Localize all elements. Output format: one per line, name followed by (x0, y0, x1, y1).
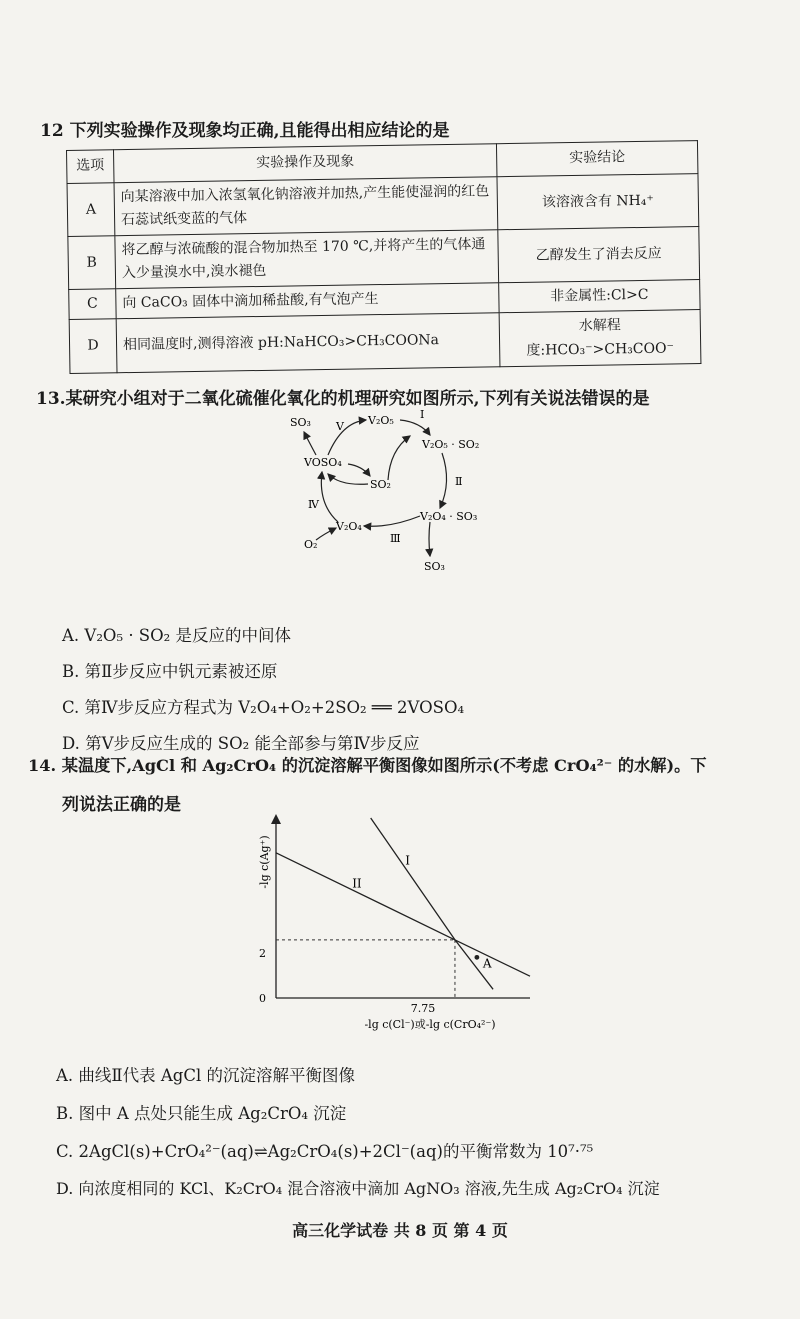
q14-option-a: A. 曲线Ⅱ代表 AgCl 的沉淀溶解平衡图像 (56, 1066, 355, 1085)
label-step-i: I (420, 408, 425, 421)
row-operation: 将乙醇与浓硫酸的混合物加热至 170 ℃,并将产生的气体通入少量溴水中,溴水褪色 (115, 230, 499, 289)
row-option: A (67, 183, 115, 237)
arrow-step-iii (364, 516, 420, 526)
arrow-so2-into-i (388, 436, 410, 480)
series-label-I: I (405, 853, 411, 868)
label-v2o5: V₂O₅ (368, 414, 394, 427)
point-a-marker (474, 955, 479, 960)
q13-option-b: B. 第Ⅱ步反应中钒元素被还原 (62, 662, 278, 681)
q14-option-b: B. 图中 A 点处只能生成 Ag₂CrO₄ 沉淀 (56, 1104, 347, 1123)
label-step-iv: Ⅳ (308, 498, 319, 511)
q13-option-d: D. 第Ⅴ步反应生成的 SO₂ 能全部参与第Ⅳ步反应 (62, 734, 420, 753)
row-operation: 向某溶液中加入浓氢氧化钠溶液并加热,产生能使湿润的红色石蕊试纸变蓝的气体 (114, 177, 498, 236)
y-tick-0: 0 (259, 992, 266, 1005)
y-axis-arrow (271, 814, 281, 824)
y-tick-2: 2 (259, 947, 266, 960)
label-so3-bottom: SO₃ (424, 560, 445, 573)
arrow-voso4-to-v2o5 (328, 420, 366, 455)
row-conclusion: 水解程度:HCO₃⁻>CH₃COO⁻ (499, 310, 701, 366)
label-v2o5-so2: V₂O₅ · SO₂ (422, 438, 480, 451)
q14-option-d: D. 向浓度相同的 KCl、K₂CrO₄ 混合溶液中滴加 AgNO₃ 溶液,先生成 Ag₂CrO₄ 沉淀 (56, 1179, 660, 1198)
catalytic-cycle-diagram (280, 400, 520, 580)
arrow-to-so3-top (304, 432, 316, 455)
label-step-v: V (336, 420, 344, 433)
label-so2: SO₂ (370, 478, 391, 491)
label-v2o4: V₂O₄ (336, 520, 362, 533)
arrow-voso4-to-so2 (348, 464, 370, 476)
row-conclusion: 非金属性:Cl>C (499, 280, 700, 313)
q12-title: 12 下列实验操作及现象均正确,且能得出相应结论的是 (40, 121, 450, 141)
q14-title-line2: 列说法正确的是 (62, 795, 181, 815)
q12-table (66, 140, 701, 374)
series-line-I (371, 818, 493, 989)
label-o2: O₂ (304, 538, 318, 551)
arrow-o2-in (316, 528, 336, 540)
label-v2o4-so3: V₂O₄ · SO₃ (420, 510, 478, 523)
q13-option-a: A. V₂O₅ · SO₂ 是反应的中间体 (62, 626, 292, 645)
row-option: C (69, 289, 116, 320)
table-row (68, 227, 700, 290)
table-row (69, 310, 701, 373)
q13-option-c: C. 第Ⅳ步反应方程式为 V₂O₄+O₂+2SO₂ ══ 2VOSO₄ (62, 698, 465, 717)
label-voso4: VOSO₄ (304, 456, 342, 469)
q14-title-line1: 14. 某温度下,AgCl 和 Ag₂CrO₄ 的沉淀溶解平衡图像如图所示(不考虑 CrO₄²⁻ 的水解)。下 (28, 756, 707, 775)
q12-header-conclusion: 实验结论 (496, 141, 697, 177)
q13-title: 13.某研究小组对于二氧化硫催化氧化的机理研究如图所示,下列有关说法错误的是 (36, 389, 650, 409)
table-row (67, 174, 699, 237)
row-operation: 相同温度时,测得溶液 pH:NaHCO₃>CH₃COONa (116, 313, 500, 372)
x-axis-label: -lg c(Cl⁻)或-lg c(CrO₄²⁻) (364, 1018, 496, 1031)
row-conclusion: 该溶液含有 NH₄⁺ (497, 174, 699, 230)
row-conclusion: 乙醇发生了消去反应 (498, 227, 700, 283)
label-step-ii: Ⅱ (455, 475, 463, 488)
page-footer: 高三化学试卷 共 8 页 第 4 页 (292, 1221, 508, 1240)
x-tick-7-75: 7.75 (410, 1002, 436, 1015)
arrow-v2o5-to-adduct (400, 420, 430, 435)
q12-header-option: 选项 (67, 150, 115, 184)
solubility-chart (240, 810, 540, 1040)
row-option: D (69, 319, 117, 373)
q12-header-operation: 实验操作及现象 (114, 144, 497, 183)
arrow-so2-in-iv (328, 474, 368, 484)
label-so3-top: SO₃ (290, 416, 311, 429)
row-option: B (68, 236, 116, 290)
q14-option-c: C. 2AgCl(s)+CrO₄²⁻(aq)⇌Ag₂CrO₄(s)+2Cl⁻(aq)的平衡常数为 10⁷·⁷⁵ (56, 1142, 594, 1161)
arrow-to-so3-bottom (429, 522, 430, 556)
y-axis-label: -lg c(Ag⁺) (258, 835, 271, 889)
point-a-label: A (482, 956, 492, 971)
label-step-iii: Ⅲ (390, 532, 401, 545)
series-label-II: II (352, 876, 362, 891)
arrow-step-ii (440, 453, 447, 508)
row-operation: 向 CaCO₃ 固体中滴加稀盐酸,有气泡产生 (116, 283, 499, 319)
series-line-II (276, 853, 530, 976)
